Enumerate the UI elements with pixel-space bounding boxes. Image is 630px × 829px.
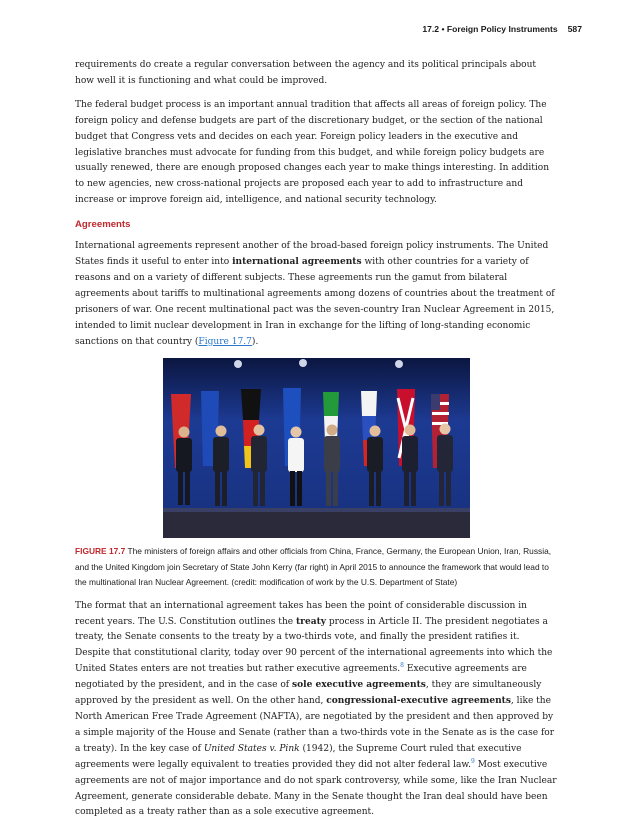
text-run: International agreements represent another of the broad-based foreign policy instruments. The United States finds it useful to enter into [75,241,549,267]
text-run: , like the North American Free Trade Agreement (NAFTA), are negotiated by the president and then approved by a simple majority of the House and Senate (rather than a two-thirds vote in the Senate as is the case for a treaty). In the key case of [75,696,555,754]
page-number: 587 [567,24,582,34]
key-term-treaty: treaty [296,616,326,627]
footnote-ref-8[interactable]: 8 [400,662,404,670]
figure-label: FIGURE 17.7 [75,546,126,557]
figure-17-7-photo [163,358,470,538]
figure-17-7-link[interactable]: Figure 17.7 [198,336,252,347]
footnote-ref-9[interactable]: 9 [470,757,475,765]
key-term-international-agreements: international agreements [232,256,362,267]
text-run: process in Article II. The president negotiates a treaty, the Senate consents to the treaty by a two-thirds vote, and finally the president ratifies it. Despite that constitutional clarity, today over 90 percent of the international agreements into which the United States enters are not treaties but rather executive agreements. [75,616,553,675]
caption-text: The ministers of foreign affairs and other officials from China, France, Germany, the European Union, Iran, Russia, and the United Kingdom join Secretary of State John Kerry (far right) in April 2015 to announce the framework that would lead to the multinational Iran Nuclear Agreement. (credit: modification of work by the U.S. Department of State) [75,546,552,588]
key-term-sole-executive-agreements: sole executive agreements [292,680,426,691]
paragraph-3 [75,239,557,350]
text-run: Most executive agreements are not of major importance and do not spark controversy, while some, like the Iran Nuclear Agreement, generate considerable debate. Many in the Senate thought the Iran deal should have been completed as a treaty rather than as a sole executive agreement. [75,759,557,818]
section-heading-agreements: Agreements [75,219,131,231]
text-run: The format that an international agreement takes has been the point of considerable discussion in recent years. The U.S. Constitution outlines the [75,600,527,627]
text-run: with other countries for a variety of reasons and on a variety of different subjects. These agreements run the gamut from bilateral agreements about tariffs to multinational agreements among dozens of countries about the treatment of prisoners of war. One recent multinational pact was the seven-country Iran Nuclear Agreement in 2015, intended to limit nuclear development in Iran in exchange for the lifting of long-standing economic sanctions on that country ( [75,256,555,347]
paragraph-2: The federal budget process is an important annual tradition that affects all areas of foreign policy. The foreign policy and defense budgets are part of the discretionary budget, or the section of the national budget that Congress vets and decides on each year. Foreign policy leaders in the executive and legislative branches must advocate for funding from this budget, and while foreign policy budgets are usually renewed, there are enough proposed changes each year to make things interesting. In addition to new agencies, new cross-national projects are proposed each year to add to infrastructure and increase or improve foreign aid, intelligence, and national security technology. [75,99,550,206]
running-header [422,24,582,34]
paragraph-1: requirements do create a regular conversation between the agency and its political principals about how well it is functioning and what could be improved. [75,60,537,86]
text-run: ). [251,336,259,347]
figure-caption [75,544,557,590]
page-content [75,58,557,829]
text-run: (1942), the Supreme Court ruled that executive agreements were legally equivalent to treaties provided they did not alter federal law. [75,743,522,770]
paragraph-4 [75,599,557,822]
case-name: United States v. Pink [203,743,300,754]
key-term-congressional-executive-agreements: congressional-executive agreements [326,696,511,707]
text-run: Executive agreements are negotiated by the president, and in the case of [75,664,527,691]
text-run: , they are simultaneously approved by the president as well. On the other hand, [75,680,542,707]
header-section-title: 17.2 • Foreign Policy Instruments [422,24,558,34]
